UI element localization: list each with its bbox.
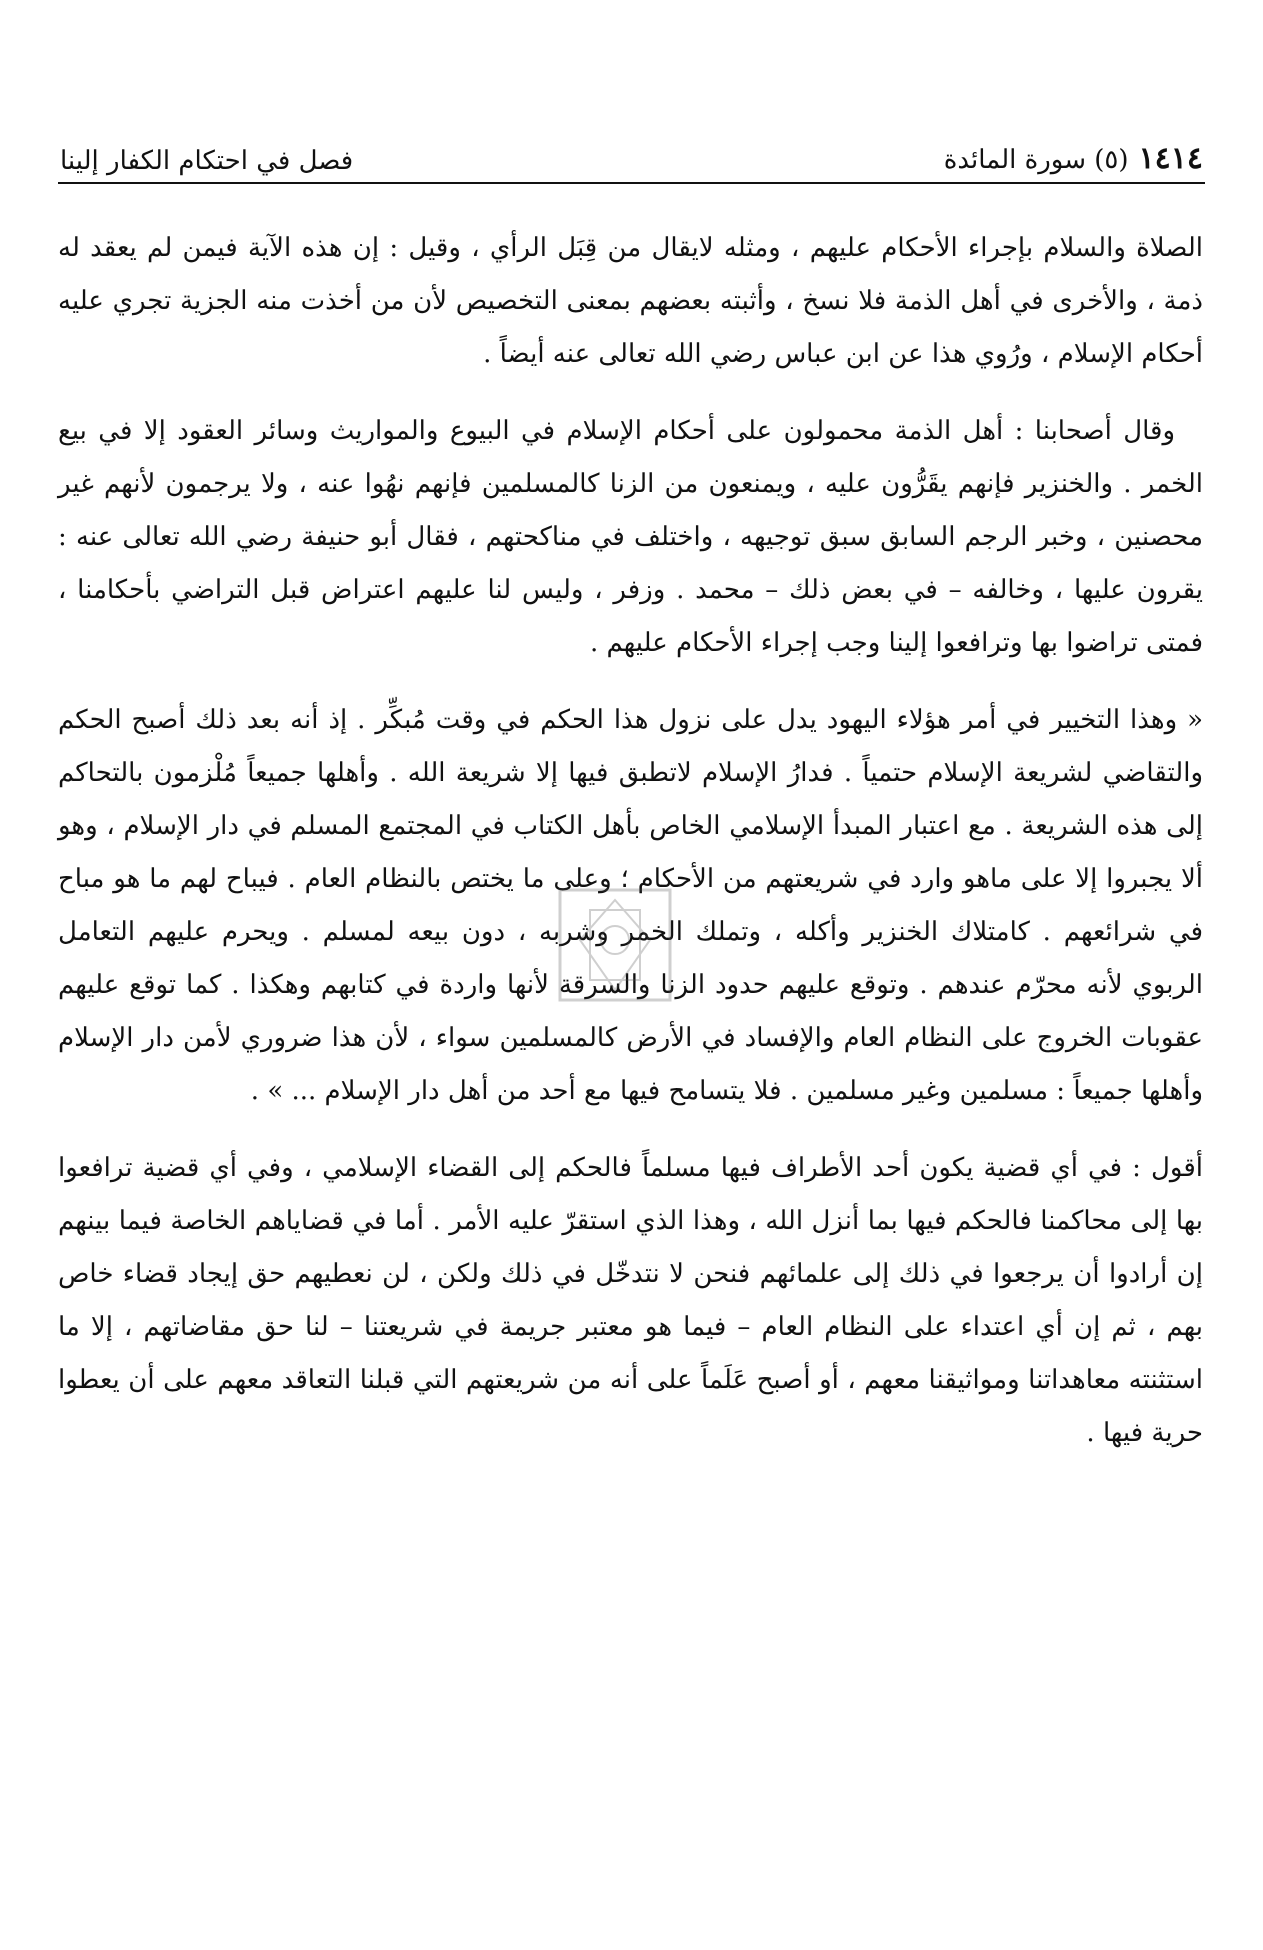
page-header	[60, 132, 1203, 176]
surah-name: (٥) سورة المائدة	[943, 145, 1129, 175]
header-divider	[58, 182, 1205, 184]
header-page-info	[944, 141, 1203, 176]
page-number: ١٤١٤	[1138, 141, 1203, 176]
paragraph-1: الصلاة والسلام بإجراء الأحكام عليهم ، ومثله لايقال من قِبَل الرأي ، وقيل : إن هذه الآية فيمن لم يعقد له ذمة ، والأخرى في أهل الذمة فلا نسخ ، وأثبته بعضهم بمعنى التخصيص لأن من أخذت منه الجزية تجري عليه أحكام الإسلام ، ورُوي هذا عن ابن عباس رضي الله تعالى عنه أيضاً .	[58, 233, 1203, 369]
paragraph-2: وقال أصحابنا : أهل الذمة محمولون على أحكام الإسلام في البيوع والمواريث وسائر العقود إلا في بيع الخمر . والخنزير فإنهم يقَرُّون عليه ، ويمنعون من الزنا كالمسلمين فإنهم نهُوا عنه ، ولا يرجمون لأنهم غير محصنين ، وخبر الرجم السابق سبق توجيهه ، واختلف في مناكحتهم ، فقال أبو حنيفة رضي الله تعالى عنه : يقرون عليها ، وخالفه – في بعض ذلك – محمد . وزفر ، وليس لنا عليهم اعتراض قبل التراضي بأحكامنا ، فمتى تراضوا بها وترافعوا إلينا وجب إجراء الأحكام عليهم .	[58, 416, 1203, 658]
paragraph-4: أقول : في أي قضية يكون أحد الأطراف فيها مسلماً فالحكم إلى القضاء الإسلامي ، وفي أي قضية ترافعوا بها إلى محاكمنا فالحكم فيها بما أنزل الله ، وهذا الذي استقرّ عليه الأمر . أما في قضاياهم الخاصة فيما بينهم إن أرادوا أن يرجعوا في ذلك إلى علمائهم فنحن لا نتدخّل في ذلك ولكن ، لن نعطيهم حق إيجاد قضاء خاص بهم ، ثم إن أي اعتداء على النظام العام – فيما هو معتبر جريمة في شريعتنا – لنا حق مقاضاتهم ، إلا ما استثنته معاهداتنا ومواثيقنا معهم ، أو أصبح عَلَماً على أنه من شريعتهم التي قبلنا التعاقد معهم على أن يعطوا حرية فيها .	[58, 1153, 1203, 1448]
section-title: فصل في احتكام الكفار إلينا	[60, 146, 354, 176]
body-text	[58, 222, 1203, 1484]
paragraph-3-quote: « وهذا التخيير في أمر هؤلاء اليهود يدل على نزول هذا الحكم في وقت مُبكِّر . إذ أنه بعد ذلك أصبح الحكم والتقاضي لشريعة الإسلام حتمياً . فدارُ الإسلام لاتطبق فيها إلا شريعة الله . وأهلها جميعاً مُلْزمون بالتحاكم إلى هذه الشريعة . مع اعتبار المبدأ الإسلامي الخاص بأهل الكتاب في المجتمع المسلم في دار الإسلام ، وهو ألا يجبروا إلا على ماهو وارد في شريعتهم من الأحكام ؛ وعلى ما يختص بالنظام العام . فيباح لهم ما هو مباح في شرائعهم . كامتلاك الخنزير وأكله ، وتملك الخمر وشربه ، دون بيعه لمسلم . ويحرم عليهم التعامل الربوي لأنه محرّم عندهم . وتوقع عليهم حدود الزنا والسرقة لأنها واردة في كتابهم وهكذا . كما توقع عليهم عقوبات الخروج على النظام العام والإفساد في الأرض كالمسلمين سواء ، لأن هذا ضروري لأمن دار الإسلام وأهلها جميعاً : مسلمين وغير مسلمين . فلا يتسامح فيها مع أحد من أهل دار الإسلام ... » .	[58, 705, 1203, 1106]
